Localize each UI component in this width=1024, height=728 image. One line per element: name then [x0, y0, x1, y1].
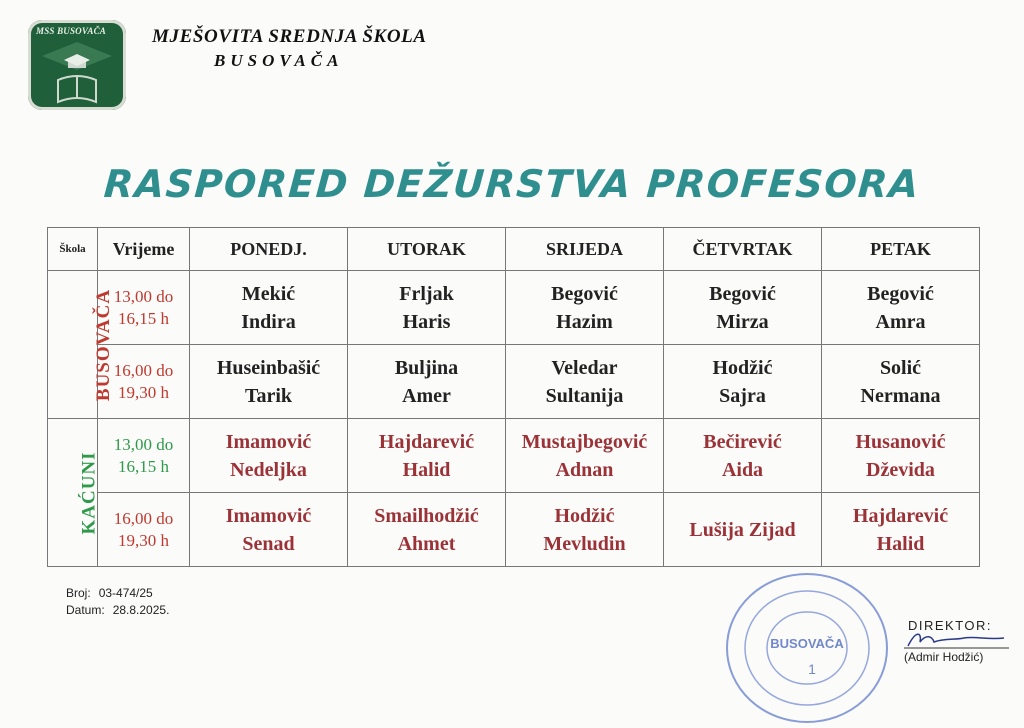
teacher-firstname: Halid [402, 458, 451, 481]
teacher-surname: Solić [879, 356, 922, 379]
teacher-firstname: Dževida [866, 458, 935, 481]
table-row [48, 419, 980, 493]
reference-number-line [66, 585, 169, 602]
school-name: MJEŠOVITA SREDNJA ŠKOLA [152, 26, 427, 47]
header-friday: PETAK [822, 228, 980, 271]
logo-text: MSS BUSOVAČA [36, 26, 107, 36]
teacher-firstname: Haris [402, 310, 451, 333]
teacher-surname: Frljak [399, 282, 454, 305]
teacher-surname: Hajdarević [852, 504, 949, 527]
teacher-firstname: Mevludin [543, 532, 626, 555]
duty-schedule-table [47, 227, 980, 567]
teacher-surname: Hodžić [554, 504, 615, 527]
teacher-cell [190, 493, 348, 567]
date-label: Datum: [66, 603, 105, 617]
time-end: 16,15 h [118, 308, 169, 328]
teacher-firstname: Ahmet [397, 532, 456, 555]
teacher-surname: Veledar [551, 356, 618, 379]
teacher-cell [822, 493, 980, 567]
teacher-cell [822, 419, 980, 493]
document-footer [66, 585, 169, 619]
time-start: 13,00 do [113, 286, 174, 306]
school-logo [28, 20, 126, 110]
reference-number-value: 03-474/25 [98, 586, 153, 600]
teacher-firstname: Nermana [860, 384, 941, 407]
school-busovaca-label: BUSOVAČA [93, 288, 115, 401]
header-tuesday: UTORAK [348, 228, 506, 271]
teacher-surname: Imamović [225, 430, 312, 453]
time-start: 13,00 do [113, 434, 174, 454]
teacher-firstname: Senad [242, 532, 295, 555]
school-kacuni-label: KAĆUNI [78, 450, 100, 535]
teacher-surname: Mustajbegović [521, 430, 648, 453]
table-row [48, 271, 980, 345]
teacher-surname: Smailhodžić [374, 504, 479, 527]
document-title: RASPORED DEŽURSTVA PROFESORA [102, 162, 922, 206]
teacher-cell [506, 419, 664, 493]
teacher-cell [348, 271, 506, 345]
date-value: 28.8.2025. [112, 603, 170, 617]
teacher-surname: Begović [709, 282, 776, 305]
school-kacuni-cell [48, 419, 98, 567]
teacher-cell [664, 345, 822, 419]
teacher-cell [822, 345, 980, 419]
teacher-cell [348, 345, 506, 419]
header-monday: PONEDJ. [190, 228, 348, 271]
teacher-surname: Begović [867, 282, 934, 305]
stamp-number: 1 [808, 661, 816, 677]
teacher-cell [664, 493, 822, 567]
time-start: 16,00 do [113, 508, 174, 528]
teacher-cell [348, 493, 506, 567]
table-row [48, 345, 980, 419]
time-cell [98, 419, 190, 493]
teacher-cell [506, 493, 664, 567]
teacher-surname: Buljina [394, 356, 459, 379]
teacher-firstname: Adnan [555, 458, 614, 481]
teacher-cell [190, 345, 348, 419]
teacher-surname: Huseinbašić [216, 356, 321, 379]
teacher-surname: Bečirević [703, 430, 782, 453]
teacher-cell [506, 271, 664, 345]
teacher-firstname: Amra [875, 310, 926, 333]
teacher-surname: Begović [551, 282, 618, 305]
header-wednesday: SRIJEDA [506, 228, 664, 271]
teacher-firstname: Tarik [244, 384, 293, 407]
teacher-firstname: Indira [241, 310, 296, 333]
time-end: 16,15 h [118, 456, 169, 476]
header-school: Škola [48, 228, 98, 271]
teacher-firstname: Mirza [716, 310, 769, 333]
time-end: 19,30 h [118, 530, 169, 550]
teacher-surname: Husanović [855, 430, 946, 453]
director-name: (Admir Hodžić) [904, 650, 984, 664]
teacher-cell [506, 345, 664, 419]
teacher-firstname: Halid [876, 532, 925, 555]
time-end: 19,30 h [118, 382, 169, 402]
table-header-row [48, 228, 980, 271]
stamp-center-text: BUSOVAČA [770, 636, 844, 651]
table-row [48, 493, 980, 567]
teacher-firstname: Hazim [556, 310, 613, 333]
date-line [66, 602, 169, 619]
reference-number-label: Broj: [66, 586, 91, 600]
teacher-surname: Imamović [225, 504, 312, 527]
header-thursday: ČETVRTAK [664, 228, 822, 271]
teacher-cell [822, 271, 980, 345]
handwritten-signature-icon [904, 628, 1014, 652]
time-cell [98, 493, 190, 567]
teacher-cell [190, 271, 348, 345]
teacher-firstname: Amer [402, 384, 451, 407]
teacher-surname: Lušija Zijad [689, 518, 796, 541]
teacher-surname: Mekić [241, 282, 296, 305]
teacher-surname: Hodžić [712, 356, 773, 379]
school-city: BUSOVAČA [214, 51, 344, 70]
teacher-firstname: Sajra [719, 384, 766, 407]
teacher-cell [348, 419, 506, 493]
teacher-cell [664, 419, 822, 493]
teacher-firstname: Nedeljka [230, 458, 307, 481]
director-title: DIREKTOR: [908, 618, 993, 633]
teacher-firstname: Sultanija [545, 384, 624, 407]
teacher-firstname: Aida [721, 458, 764, 481]
time-start: 16,00 do [113, 360, 174, 380]
official-stamp-icon [722, 566, 892, 726]
teacher-cell [190, 419, 348, 493]
teacher-cell [664, 271, 822, 345]
teacher-surname: Hajdarević [378, 430, 475, 453]
header-time: Vrijeme [98, 228, 190, 271]
school-busovaca-cell [48, 271, 115, 419]
